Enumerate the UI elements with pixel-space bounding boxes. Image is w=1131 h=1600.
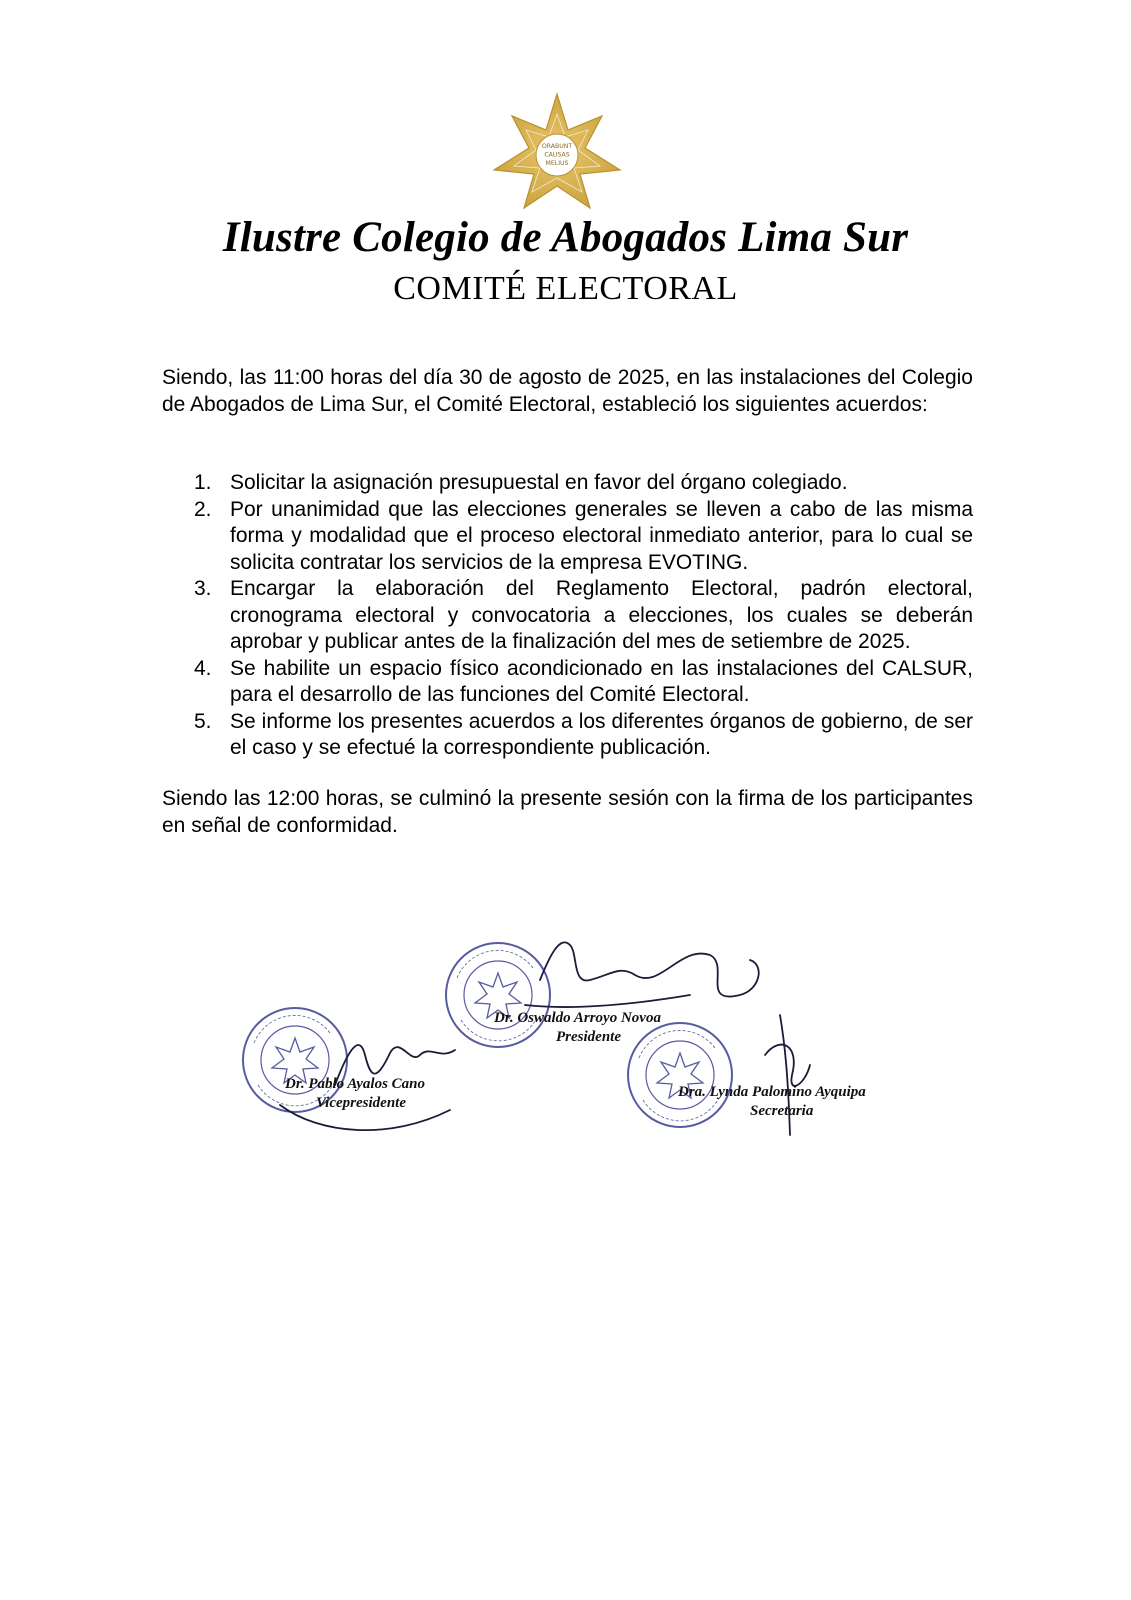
secretary-role: Secretaria [750, 1103, 814, 1119]
president-role: Presidente [556, 1029, 621, 1045]
list-number: 2. [194, 497, 212, 521]
list-number: 3. [194, 577, 212, 600]
list-item [162, 576, 973, 656]
list-item [162, 709, 973, 762]
list-number: 4. [194, 656, 212, 680]
list-item [162, 497, 973, 577]
closing-paragraph: Siendo las 12:00 horas, se culminó la presente sesión con la firma de los participantes en señal de conformidad. [162, 787, 973, 837]
svg-text:ORABUNT: ORABUNT [541, 143, 573, 150]
secretary-name: Dra. Lynda Palomino Ayquipa [678, 1084, 866, 1100]
signature-block [240, 935, 940, 1165]
agreements-list [162, 470, 973, 762]
list-item-text: Encargar la elaboración del Reglamento Electoral, padrón electoral, cronograma electoral y convocatoria a elecciones, los cuales se deberán aprobar y publicar antes de la finalización del mes de setiembre de 2025. [230, 577, 973, 653]
intro-paragraph: Siendo, las 11:00 horas del día 30 de agosto de 2025, en las instalaciones del Colegio de Abogados de Lima Sur, el Comité Electoral, estableció los siguientes acuerdos: [162, 366, 973, 416]
institution-title: Ilustre Colegio de Abogados Lima Sur [222, 214, 909, 261]
list-item [162, 470, 973, 497]
list-number: 1. [194, 471, 212, 494]
list-item-text: Solicitar la asignación presupuestal en favor del órgano colegiado. [230, 471, 848, 494]
stamp-seal-center-icon [446, 943, 550, 1047]
svg-text:CAUSAS: CAUSAS [544, 151, 570, 159]
list-item [162, 656, 973, 709]
logo-star-icon [490, 92, 624, 210]
committee-subtitle: COMITÉ ELECTORAL [393, 270, 738, 307]
list-item-text: Se informe los presentes acuerdos a los diferentes órganos de gobierno, de ser el caso y se efectué la correspondiente publicación. [230, 709, 973, 759]
vice-president-role: Vicepresidente [316, 1095, 406, 1111]
list-number: 5. [194, 709, 212, 733]
stamps-and-signatures [240, 935, 940, 1165]
list-item-text: Se habilite un espacio físico acondicionado en las instalaciones del CALSUR, para el desarrollo de las funciones del Comité Electoral. [230, 656, 973, 706]
stamp-seal-right-icon [628, 1023, 732, 1127]
svg-text:MELIUS: MELIUS [545, 160, 569, 167]
president-name: Dr. Oswaldo Arroyo Novoa [494, 1010, 661, 1026]
vice-president-name: Dr. Pablo Ayalos Cano [285, 1076, 426, 1092]
list-item-text: Por unanimidad que las elecciones generales se lleven a cabo de las misma forma y modalidad que el proceso electoral inmediato anterior, para lo cual se solicita contratar los servicios de la empresa EVOTING. [230, 497, 973, 574]
